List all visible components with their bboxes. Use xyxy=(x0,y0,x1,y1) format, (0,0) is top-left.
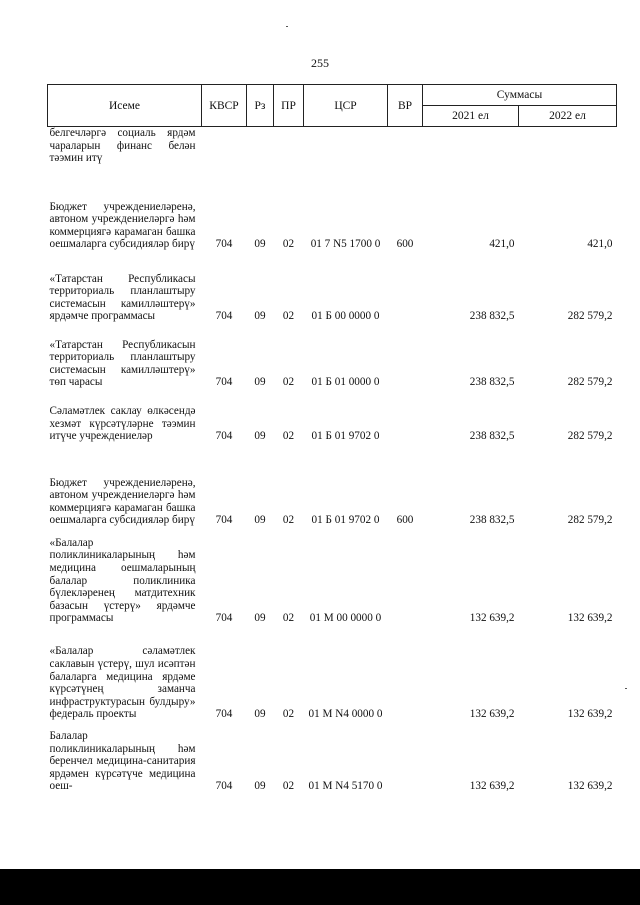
col-header-year-2021: 2021 ел xyxy=(423,106,519,127)
row-vr: 600 xyxy=(396,514,414,527)
row-sum-2022: 282 579,2 xyxy=(567,514,613,527)
row-rz: 09 xyxy=(254,238,266,251)
col-header-year-2022: 2022 ел xyxy=(519,106,617,127)
table-row xyxy=(48,625,617,721)
row-rz: 09 xyxy=(254,376,266,389)
row-kvsr: 704 xyxy=(215,780,233,793)
row-sum-2021: 132 639,2 xyxy=(469,780,515,793)
row-csr: 01 7 N5 1700 0 xyxy=(310,238,381,251)
scan-speck xyxy=(625,688,627,689)
row-sum-2021: 238 832,5 xyxy=(469,514,515,527)
row-csr: 01 М N4 0000 0 xyxy=(308,708,383,721)
row-kvsr: 704 xyxy=(215,376,233,389)
col-header-csr: ЦСР xyxy=(304,85,388,127)
row-rz: 09 xyxy=(254,310,266,323)
row-sum-2022: 132 639,2 xyxy=(567,708,613,721)
row-csr: 01 Б 01 9702 0 xyxy=(311,514,380,527)
row-pr: 02 xyxy=(282,708,295,721)
row-pr: 02 xyxy=(282,780,295,793)
col-header-name: Исеме xyxy=(48,85,202,127)
row-name: «Балалар поликлиникаларының һәм медицина оешмаларының балалар поликлиника бүлекләренең матдитехник базасын үстерү» ярдәмче программасы xyxy=(49,536,196,625)
row-rz: 09 xyxy=(254,612,266,625)
table-header xyxy=(48,85,617,127)
table-row xyxy=(48,389,617,443)
row-csr: 01 Б 00 0000 0 xyxy=(311,310,380,323)
row-kvsr: 704 xyxy=(215,514,233,527)
row-name: белгечләргә социаль ярдәм чараларын финанс белән тәэмин итү xyxy=(49,127,196,165)
row-sum-2021: 238 832,5 xyxy=(469,310,515,323)
budget-table-wrapper xyxy=(47,84,616,793)
row-vr xyxy=(388,127,423,170)
row-sum-2022: 282 579,2 xyxy=(567,430,613,443)
row-pr: 02 xyxy=(282,310,295,323)
row-kvsr: 704 xyxy=(215,238,233,251)
col-header-pr: ПР xyxy=(274,85,304,127)
row-csr: 01 Б 01 9702 0 xyxy=(311,430,380,443)
row-csr: 01 Б 01 0000 0 xyxy=(311,376,380,389)
table-row xyxy=(48,323,617,389)
table-row xyxy=(48,443,617,527)
row-rz: 09 xyxy=(254,780,266,793)
table-row xyxy=(48,169,617,251)
row-csr xyxy=(304,127,388,170)
table-row xyxy=(48,127,617,170)
row-sum-2021 xyxy=(423,127,519,170)
table-row xyxy=(48,721,617,793)
row-pr: 02 xyxy=(282,430,295,443)
row-rz: 09 xyxy=(254,708,266,721)
scan-bottom-border xyxy=(0,869,640,905)
col-header-kvsr: КВСР xyxy=(202,85,247,127)
row-sum-2021: 238 832,5 xyxy=(469,430,515,443)
row-kvsr: 704 xyxy=(215,430,233,443)
table-body xyxy=(48,127,617,794)
row-name: «Татарстан Республикасын территориаль планлаштыру системасын камилләштерү» төп чарасы xyxy=(49,338,196,389)
page-number: 255 xyxy=(311,56,329,70)
row-name: Сәламәтлек саклау өлкәсендә хезмәт күрсәтүләрне тәэмин итүче учреждениеләр xyxy=(49,405,196,443)
row-name: «Татарстан Республикасы территориаль планлаштыру системасын камилләштерү» ярдәмче программасы xyxy=(49,272,196,323)
row-vr xyxy=(388,389,423,443)
row-rz xyxy=(247,127,274,170)
row-vr xyxy=(388,251,423,323)
row-vr: 600 xyxy=(396,238,414,251)
row-kvsr xyxy=(202,127,247,170)
row-kvsr: 704 xyxy=(215,708,233,721)
row-sum-2022: 421,0 xyxy=(587,238,613,251)
row-pr xyxy=(274,127,304,170)
row-name: «Балалар сәламәтлек саклавын үстерү, шул исәптән балаларга медицина ярдәме күрсәтүнең заманча инфраструктурасын булдыру» федераль проекты xyxy=(49,645,196,721)
row-name: Балалар поликлиникаларының һәм беренчел медицина-санитария ярдәмен күрсәтүче медицина оеш- xyxy=(49,730,196,793)
row-pr: 02 xyxy=(282,612,295,625)
row-vr xyxy=(388,527,423,625)
row-vr xyxy=(388,721,423,793)
table-row xyxy=(48,527,617,625)
row-csr: 01 М N4 5170 0 xyxy=(308,780,383,793)
row-name: Бюджет учреждениеләренә, автоном учреждениеләргә һәм коммерциягә карамаган башка оешмаларга субсидияләр бирү xyxy=(49,476,196,527)
row-sum-2022: 282 579,2 xyxy=(567,376,613,389)
row-name: Бюджет учреждениеләренә, автоном учреждениеләргә һәм коммерциягә карамаган башка оешмаларга субсидияләр бирү xyxy=(49,200,196,251)
row-kvsr: 704 xyxy=(215,612,233,625)
row-vr xyxy=(388,625,423,721)
col-header-rz: Рз xyxy=(247,85,274,127)
row-sum-2021: 238 832,5 xyxy=(469,376,515,389)
row-vr xyxy=(388,323,423,389)
row-sum-2022: 282 579,2 xyxy=(567,310,613,323)
budget-table xyxy=(47,84,617,793)
row-pr: 02 xyxy=(282,238,295,251)
col-header-sums: Суммасы xyxy=(423,85,617,106)
row-sum-2021: 132 639,2 xyxy=(469,612,515,625)
row-kvsr: 704 xyxy=(215,310,233,323)
row-sum-2021: 132 639,2 xyxy=(469,708,515,721)
col-header-vr: ВР xyxy=(388,85,423,127)
row-sum-2021: 421,0 xyxy=(489,238,515,251)
row-rz: 09 xyxy=(254,514,266,527)
row-csr: 01 М 00 0000 0 xyxy=(309,612,382,625)
row-pr: 02 xyxy=(282,514,295,527)
row-rz: 09 xyxy=(254,430,266,443)
scan-speck xyxy=(286,26,288,27)
row-pr: 02 xyxy=(282,376,295,389)
row-sum-2022: 132 639,2 xyxy=(567,780,613,793)
row-sum-2022 xyxy=(519,127,617,170)
table-row xyxy=(48,251,617,323)
row-sum-2022: 132 639,2 xyxy=(567,612,613,625)
